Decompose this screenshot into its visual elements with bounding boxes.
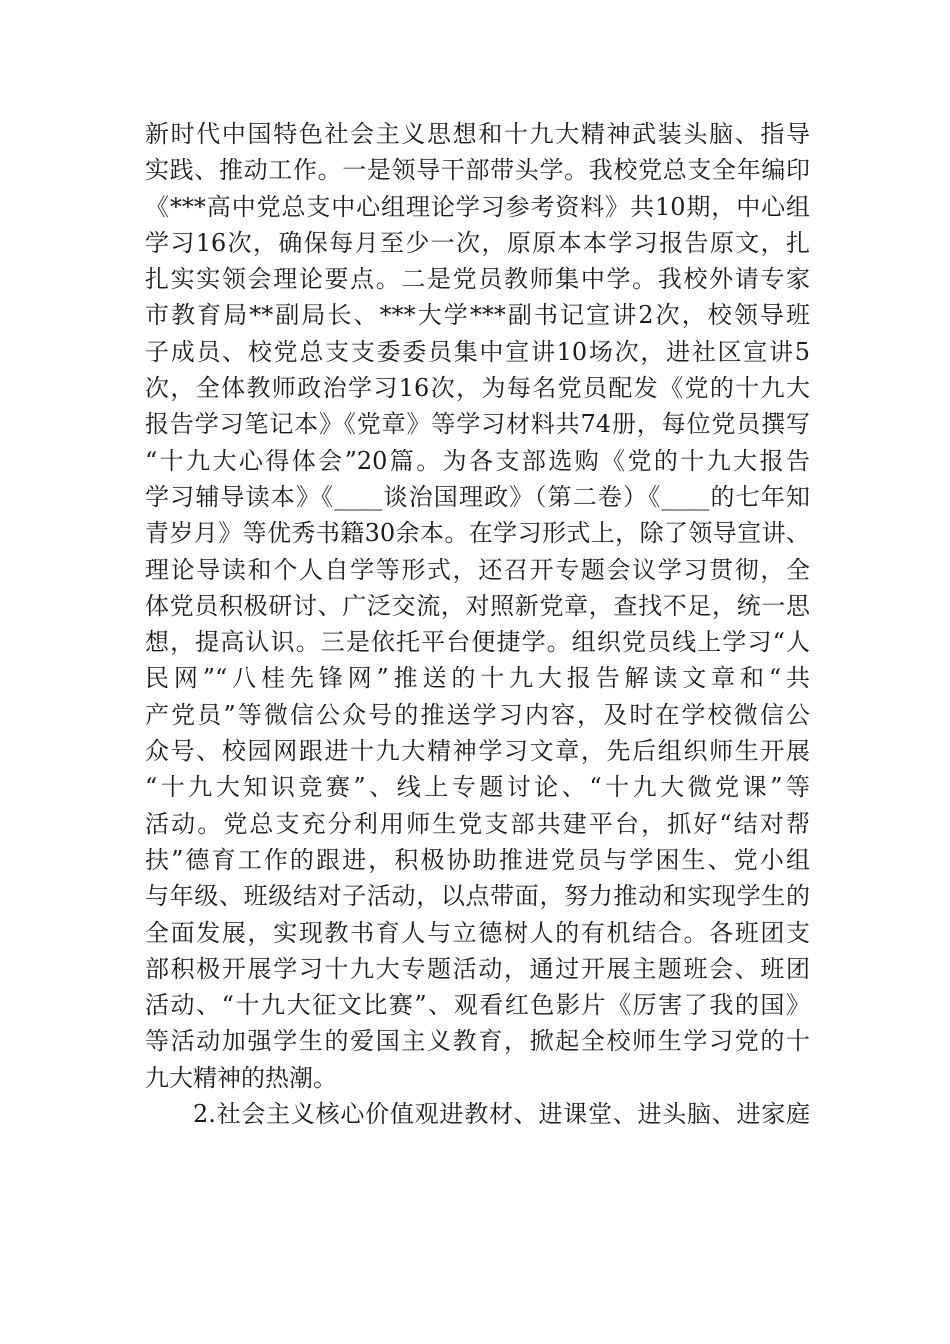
text-line: 青岁月》等优秀书籍30余本。在学习形式上，除了领导宣讲、 [145, 519, 810, 548]
text-line: 扎实实领会理论要点。二是党员教师集中学。我校外请专家 [145, 265, 810, 294]
section-heading: 2.社会主义核心价值观进教材、进课堂、进头脑、进家庭 [193, 1100, 810, 1129]
text-line: 子成员、校党总支支委委员集中宣讲10场次，进社区宣讲5 [145, 337, 810, 366]
text-line: 众号、校园网跟进十九大精神学习文章，先后组织师生开展 [145, 737, 810, 766]
text-line: 活动、“十九大征文比赛”、观看红色影片《厉害了我的国》 [145, 991, 810, 1020]
text-line: 《***高中党总支中心组理论学习参考资料》共10期，中心组 [145, 192, 810, 221]
paragraph [145, 1096, 810, 1132]
text-line: 民网”“八桂先锋网”推送的十九大报告解读文章和“共 [145, 664, 810, 693]
text-line: 全面发展，实现教书育人与立德树人的有机结合。各班团支 [145, 918, 810, 947]
paragraph [145, 116, 810, 1096]
text-line: 实践、推动工作。一是领导干部带头学。我校党总支全年编印 [145, 156, 810, 185]
text-line: 部积极开展学习十九大专题活动，通过开展主题班会、班团 [145, 954, 810, 983]
text-line: 与年级、班级结对子活动，以点带面，努力推动和实现学生的 [145, 882, 810, 911]
text-line: 报告学习笔记本》《党章》等学习材料共74册，每位党员撰写 [145, 410, 810, 439]
text-line: 学习16次，确保每月至少一次，原原本本学习报告原文，扎 [145, 228, 810, 257]
text-line: “十九大知识竞赛”、线上专题讨论、“十九大微党课”等 [145, 773, 810, 802]
text-line: 产党员”等微信公众号的推送学习内容，及时在学校微信公 [145, 700, 810, 729]
body-text [145, 116, 810, 1132]
text-line: 活动。党总支充分利用师生党支部共建平台，抓好“结对帮 [145, 809, 810, 838]
text-line: “十九大心得体会”20篇。为各支部选购《党的十九大报告 [145, 446, 810, 475]
text-line: 九大精神的热潮。 [145, 1063, 337, 1092]
text-line: 新时代中国特色社会主义思想和十九大精神武装头脑、指导 [145, 120, 810, 148]
text-line: 次，全体教师政治学习16次，为每名党员配发《党的十九大 [145, 374, 810, 403]
text-line: 理论导读和个人自学等形式，还召开专题会议学习贯彻，全 [145, 555, 810, 584]
text-line: 市教育局**副局长、***大学***副书记宣讲2次，校领导班 [145, 301, 810, 330]
text-line: 等活动加强学生的爱国主义教育，掀起全校师生学习党的十 [145, 1027, 810, 1056]
text-line: 扶”德育工作的跟进，积极协助推进党员与学困生、党小组 [145, 845, 810, 874]
text-line: 想，提高认识。三是依托平台便捷学。组织党员线上学习“人 [145, 628, 810, 657]
text-line: 学习辅导读本》《____谈治国理政》（第二卷）《____的七年知 [145, 482, 810, 511]
text-line: 体党员积极研讨、广泛交流，对照新党章，查找不足，统一思 [145, 591, 810, 620]
